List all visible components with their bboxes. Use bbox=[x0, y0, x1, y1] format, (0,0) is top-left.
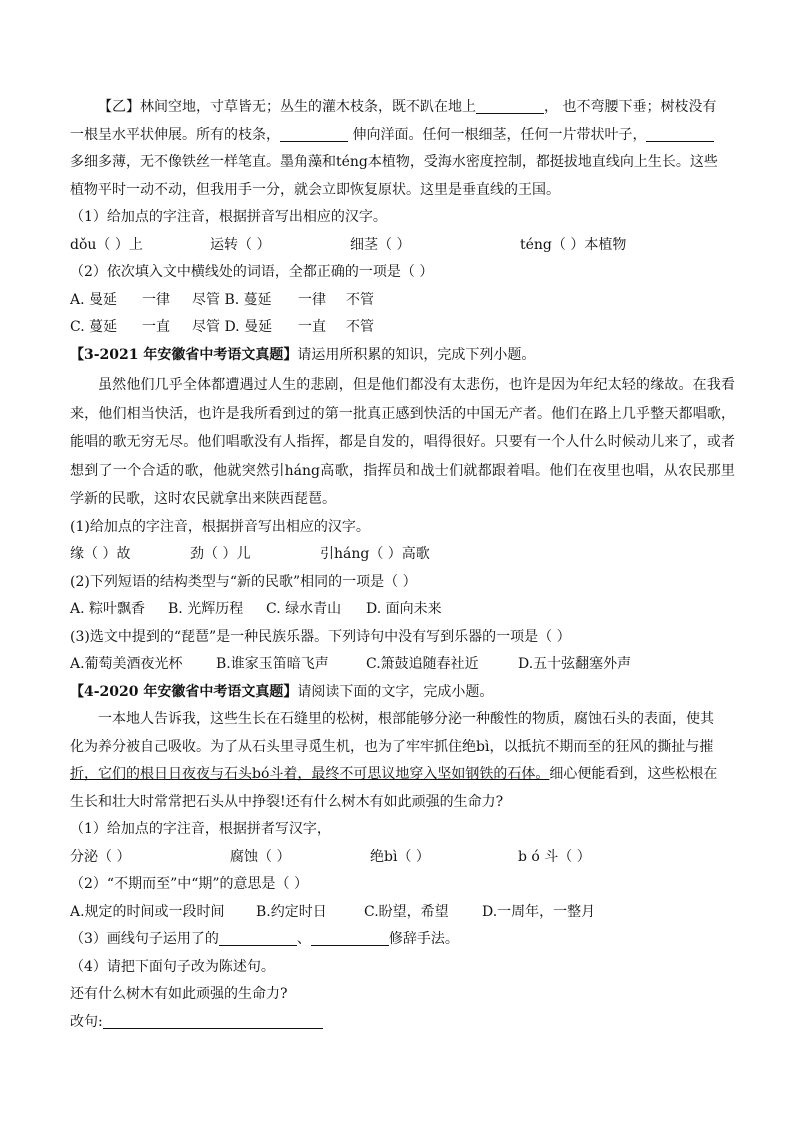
yi-question-2 bbox=[70, 259, 735, 287]
question-text: (3)选文中提到的“琵琶”是一种民族乐器。下列诗句中没有写到乐器的一项是（ ） bbox=[70, 628, 571, 645]
sec4-heading-line bbox=[70, 679, 735, 707]
answer-blank[interactable] bbox=[280, 124, 348, 142]
pinyin-item: téng（ ）本植物 bbox=[520, 236, 627, 253]
yi-line-3 bbox=[70, 149, 735, 177]
sec4-passage-line-2 bbox=[70, 734, 735, 762]
text: 一本地人告诉我，这些生长在石缝里的松树，根部能够分泌一种酸性的物质，腐蚀石头的表面，使其 bbox=[98, 711, 714, 727]
answer-label: 改句: bbox=[70, 1013, 103, 1030]
option-text: A. 曼延 bbox=[70, 291, 118, 308]
option-text: B.约定时日 bbox=[256, 903, 327, 920]
sec3-q2-options bbox=[70, 596, 735, 624]
question-text: 、 bbox=[296, 931, 311, 947]
text: ， 也不弯腰下垂；树枝没有 bbox=[544, 99, 717, 115]
section-heading: 【4-2020 年安徽省中考语文真题】 bbox=[70, 683, 298, 700]
sec4-passage-line-1 bbox=[70, 706, 735, 734]
yi-question-1 bbox=[70, 204, 735, 232]
option-text: B. 光辉历程 bbox=[168, 601, 244, 617]
option-text: 尽管 B. 蔓延 bbox=[192, 291, 272, 308]
option-text: 一直 bbox=[298, 319, 326, 335]
pinyin-item: 缘（ ）故 bbox=[70, 546, 131, 562]
pinyin-item: 腐蚀（ ） bbox=[230, 848, 291, 865]
source-sentence: 还有什么树木有如此顽强的生命力? bbox=[70, 986, 288, 1002]
sec4-passage-line-3 bbox=[70, 761, 735, 789]
text: 【乙】林间空地，寸草皆无；丛生的灌木枝条，既不趴在地上 bbox=[98, 99, 476, 115]
option-text: D.五十弦翻塞外声 bbox=[518, 656, 632, 672]
option-text: 不管 bbox=[346, 291, 374, 308]
pinyin-item: b ó 斗（ ） bbox=[518, 848, 591, 865]
sec3-question-2 bbox=[70, 569, 735, 597]
yi-q1-items bbox=[70, 232, 735, 260]
text: 伸向洋面。任何一根细茎，任何一片带状叶子， bbox=[348, 126, 647, 143]
option-text: D. 面向未来 bbox=[366, 601, 442, 617]
option-text: C.箫鼓追随春社近 bbox=[366, 656, 479, 672]
yi-line-4 bbox=[70, 177, 735, 205]
answer-blank[interactable] bbox=[311, 928, 389, 946]
question-text: (2)下列短语的结构类型与“新的民歌”相同的一项是（ ） bbox=[70, 573, 417, 590]
option-text: C.盼望，希望 bbox=[364, 903, 449, 920]
text: 生长和壮大时常常把石头从中挣裂!还有什么树木有如此顽强的生命力? bbox=[70, 793, 504, 810]
answer-blank[interactable] bbox=[219, 928, 297, 946]
pinyin-item: 劲（ ）儿 bbox=[190, 546, 251, 562]
question-text: (1)给加点的字注音，根据拼音写出相应的汉字。 bbox=[70, 518, 370, 535]
question-text: （3）画线句子运用了的 bbox=[70, 931, 219, 947]
option-text: D.一周年，一整月 bbox=[482, 903, 596, 920]
sec4-question-1 bbox=[70, 816, 735, 844]
section-instruction: 请运用所积累的知识，完成下列小题。 bbox=[297, 346, 536, 363]
sec4-passage-line-4 bbox=[70, 789, 735, 817]
pinyin-item: 运转（ ） bbox=[210, 236, 271, 253]
pinyin-item: 细茎（ ） bbox=[350, 236, 411, 253]
sec4-q4-sentence bbox=[70, 981, 735, 1009]
option-text: 一直 bbox=[142, 319, 170, 335]
sec3-passage: 虽然他们几乎全体都遭遇过人生的悲剧，但是他们都没有太悲伤，也许是因为年纪太轻的缘故。在我看来，他们相当快活，也许是我所看到过的第一批真正感到快活的中国无产者。他们在路上几乎整天都唱歌，能唱的歌无穷无尽。他们唱歌没有人指挥，都是自发的，唱得很好。只要有一个人什么时候动儿来了，或者想到了一个合适的歌，他就突然引háng高歌，指挥员和战士们就都跟着唱。他们在夜里也唱，从农民那里学新的民歌，这时农民就拿出来陕西琵琶。 bbox=[70, 377, 735, 507]
question-text: 修辞手法。 bbox=[388, 931, 459, 947]
option-text: A.规定的时间或一段时间 bbox=[70, 903, 225, 920]
option-text: A.葡萄美酒夜光杯 bbox=[70, 656, 183, 672]
sec3-question-1 bbox=[70, 514, 735, 542]
document-content bbox=[70, 94, 735, 1036]
section-heading: 【3-2021 年安徽省中考语文真题】 bbox=[70, 346, 298, 363]
option-text: B.谁家玉笛暗飞声 bbox=[216, 656, 329, 672]
text: 细心便能看到，这些松根在 bbox=[549, 766, 718, 782]
sec3-heading-line bbox=[70, 342, 735, 370]
option-text: C. 蔓延 bbox=[70, 319, 118, 335]
sec3-question-3 bbox=[70, 624, 735, 652]
option-text: A. 粽叶飘香 bbox=[70, 601, 146, 617]
answer-blank[interactable] bbox=[476, 96, 544, 114]
sec4-q4-answer-line bbox=[70, 1009, 735, 1037]
text: 化为养分被自己吸收。为了从石头里寻觅生机，也为了牢牢抓住绝bì，以抵抗不期而至的狂风的撕扯与摧 bbox=[70, 738, 714, 755]
pinyin-item: dǒu（ ）上 bbox=[70, 236, 143, 253]
question-text: （1）给加点的字注音，根据拼者写汉字， bbox=[70, 821, 331, 837]
sec3-q1-items bbox=[70, 541, 735, 569]
yi-q2-option-row-2 bbox=[70, 314, 735, 342]
sec4-question-4 bbox=[70, 954, 735, 982]
sec4-q1-items bbox=[70, 844, 735, 872]
text: 多细多薄，无不像铁丝一样笔直。墨角藻和téng本植物，受海水密度控制，都挺拔地直线向上生长。这些 bbox=[70, 154, 718, 170]
yi-line-2 bbox=[70, 122, 735, 150]
yi-line-1 bbox=[70, 94, 735, 122]
text: 一根呈水平状伸展。所有的枝条， bbox=[70, 126, 280, 143]
question-text: （4）请把下面句子改为陈述句。 bbox=[70, 958, 275, 975]
sec4-q2-options bbox=[70, 899, 735, 927]
text: 植物平时一动不动，但我用手一分，就会立即恢复原状。这里是垂直线的王国。 bbox=[70, 181, 560, 198]
yi-q2-option-row-1 bbox=[70, 287, 735, 315]
sec3-q3-options bbox=[70, 651, 735, 679]
question-text: （1）给加点的字注音，根据拼音写出相应的汉字。 bbox=[70, 209, 387, 225]
sec4-question-2 bbox=[70, 871, 735, 899]
option-text: 一律 bbox=[298, 291, 326, 308]
option-text: 尽管 D. 曼延 bbox=[192, 319, 273, 335]
question-text: （2）“不期而至”中“期”的意思是（ ） bbox=[70, 876, 308, 892]
question-text: （2）依次填入文中横线处的词语，全都正确的一项是（ ） bbox=[70, 264, 434, 280]
sec4-question-3 bbox=[70, 926, 735, 954]
answer-blank[interactable] bbox=[646, 124, 714, 142]
pinyin-item: 引háng（ ）高歌 bbox=[320, 546, 430, 562]
section-instruction: 请阅读下面的文字，完成小题。 bbox=[297, 683, 494, 700]
pinyin-item: 分泌（ ） bbox=[70, 848, 131, 865]
option-text: 不管 bbox=[346, 319, 374, 335]
option-text: C. 绿水青山 bbox=[266, 601, 342, 617]
option-text: 一律 bbox=[142, 291, 170, 308]
underlined-sentence: 折，它们的根日日夜夜与石头bó斗着，最终不可思议地穿入坚如钢铁的石体。 bbox=[70, 766, 550, 782]
pinyin-item: 绝bì（ ） bbox=[370, 848, 430, 865]
answer-blank[interactable] bbox=[103, 1011, 323, 1029]
